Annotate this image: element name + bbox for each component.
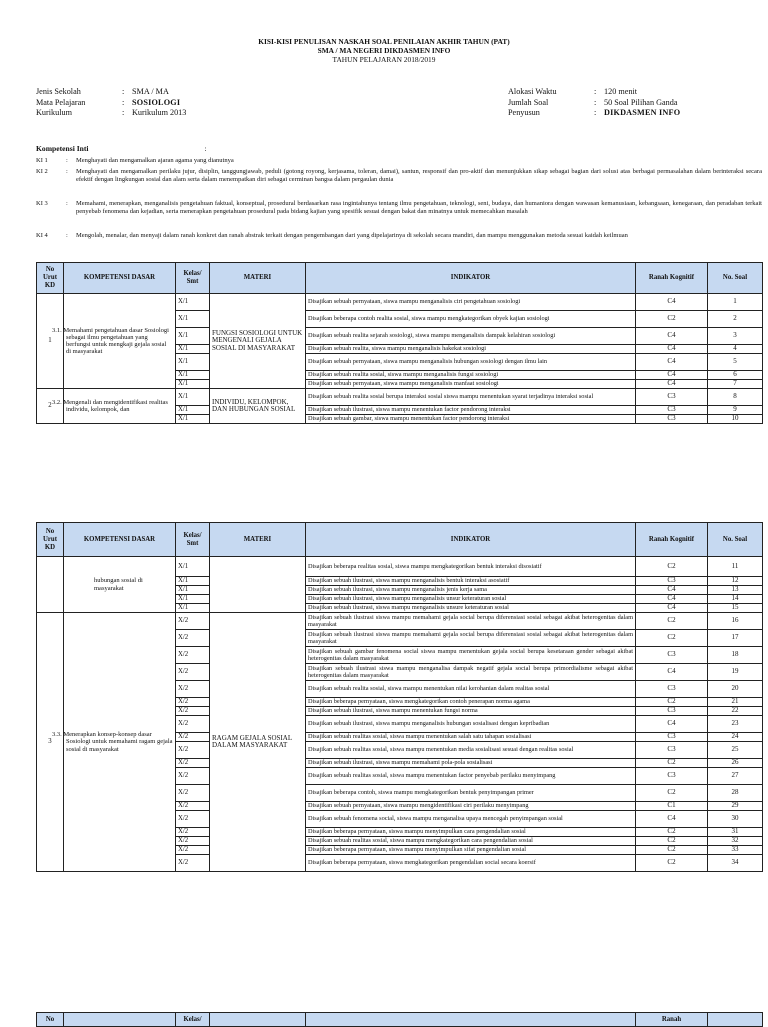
- soal-number-cell: 17: [708, 630, 763, 647]
- kelas-cell: X/2: [176, 855, 210, 872]
- soal-number-cell: 3: [708, 328, 763, 345]
- ki-text: Menghayati dan mengamalkan perilaku jujur, disiplin, tanggungjawab, peduli (gotong royong, kerjasama, toleran, damai), santun, responsif dan pro-aktif dan menunjukkan sikap sebagai bagian dari solusi atas berbagai permasalahan dalam berinteraksi secara efektif dengan lingkungan sosial dan alam serta dalam menempatkan diri sebagai cerminan bangsa dalam pergaulan dunia: [76, 168, 762, 184]
- kompetensi-inti-title: [36, 144, 207, 153]
- ranah-cell: C4: [636, 595, 708, 604]
- indikator-cell: Disajikan sebuah realita sejarah sosiologi, siswa mampu menganalisis dampak kelahiran sosiologi: [306, 328, 636, 345]
- table-row: [37, 613, 763, 630]
- ranah-cell: C3: [636, 389, 708, 406]
- info-right: [508, 87, 680, 119]
- indikator-cell: Disajikan sebuah pernyataan, siswa mampu mengidentifikasi ciri perilaku menyimpang: [306, 802, 636, 811]
- col-kelas-header: Kelas/: [176, 1013, 210, 1027]
- indikator-cell: Disajikan sebuah pernyataan, siswa mampu menganalisis ciri pengetahuan sosiologi: [306, 294, 636, 311]
- kelas-cell: X/2: [176, 664, 210, 681]
- ranah-cell: C1: [636, 802, 708, 811]
- kelas-cell: X/1: [176, 415, 210, 424]
- ranah-cell: C2: [636, 630, 708, 647]
- info-label: Jenis Sekolah: [36, 87, 81, 96]
- table-row: [37, 557, 763, 577]
- kelas-cell: X/1: [176, 557, 210, 577]
- document-header: [0, 37, 768, 64]
- ranah-cell: C2: [636, 846, 708, 855]
- ranah-cell: C4: [636, 664, 708, 681]
- kd-number: [37, 557, 64, 613]
- indikator-cell: Disajikan sebuah realita sosial berupa interaksi sosial siswa mampu menentukan syarat terjadinya interaksi sosial: [306, 389, 636, 406]
- info-label: Jumlah Soal: [508, 97, 549, 107]
- col-soal-header: No. Soal: [708, 263, 763, 294]
- ki-title-colon: :: [204, 144, 207, 153]
- indikator-cell: Disajikan beberapa contoh realita sosial, siswa mampu mengkategorikan obyek kajian sosiologi: [306, 311, 636, 328]
- indikator-cell: Disajikan sebuah ilustrasi, siswa mampu memahami pola-pola sosialisasi: [306, 759, 636, 768]
- soal-number-cell: 26: [708, 759, 763, 768]
- indikator-cell: Disajikan sebuah fenomena social, siswa mampu menganalisa upaya mencegah penyimpangan sosial: [306, 811, 636, 828]
- kisi-table-2: [36, 522, 763, 872]
- ki-label: KI 4: [36, 232, 48, 239]
- ranah-cell: C2: [636, 785, 708, 802]
- kelas-cell: X/1: [176, 586, 210, 595]
- ranah-cell: C2: [636, 837, 708, 846]
- col-no-header: No Urut KD: [37, 263, 64, 294]
- soal-number-cell: 32: [708, 837, 763, 846]
- info-label: Penyusun: [508, 108, 540, 117]
- soal-number-cell: 15: [708, 604, 763, 613]
- kelas-cell: X/2: [176, 828, 210, 837]
- ranah-cell: C4: [636, 328, 708, 345]
- soal-number-cell: 11: [708, 557, 763, 577]
- kelas-cell: X/1: [176, 354, 210, 371]
- soal-number-cell: 13: [708, 586, 763, 595]
- soal-number-cell: 31: [708, 828, 763, 837]
- ranah-cell: C2: [636, 759, 708, 768]
- school-line: SMA / MA NEGERI DIKDASMEN INFO: [317, 46, 451, 55]
- ranah-cell: C2: [636, 855, 708, 872]
- kelas-cell: X/2: [176, 681, 210, 698]
- info-row: Mata Pelajaran : SOSIOLOGI: [36, 97, 181, 107]
- table-row: [37, 389, 763, 406]
- col-kd-header: KOMPETENSI DASAR: [64, 523, 176, 557]
- indikator-cell: Disajikan sebuah realita, siswa mampu menganalisis hakekat sosiologi: [306, 345, 636, 354]
- kelas-cell: X/2: [176, 785, 210, 802]
- ranah-cell: C3: [636, 681, 708, 698]
- indikator-cell: Disajikan sebuah ilustrasi siswa mampu memahami gejala social berupa diferensiasi sosial sebagai akibat heterogenitas dalam masyarakat: [306, 630, 636, 647]
- kd-number: 3: [37, 613, 64, 872]
- table-header-row: [37, 523, 763, 557]
- soal-number-cell: 2: [708, 311, 763, 328]
- ranah-cell: C3: [636, 415, 708, 424]
- info-row: Kurikulum : Kurikulum 2013: [36, 108, 187, 117]
- kelas-cell: X/2: [176, 613, 210, 630]
- indikator-cell: Disajikan sebuah ilustrasi, siswa mampu menganalisis unsure keteraturan sosial: [306, 604, 636, 613]
- ranah-cell: C3: [636, 647, 708, 664]
- soal-number-cell: 5: [708, 354, 763, 371]
- ranah-cell: C4: [636, 811, 708, 828]
- col-ranah-header: Ranah: [636, 1013, 708, 1027]
- kelas-cell: X/1: [176, 345, 210, 354]
- kelas-cell: X/1: [176, 389, 210, 406]
- kompetensi-dasar: 3.2. Mengenali dan mengidentifikasi realitas individu, kelompok, dan: [64, 389, 176, 424]
- soal-number-cell: 18: [708, 647, 763, 664]
- kelas-cell: X/1: [176, 604, 210, 613]
- ranah-cell: C3: [636, 768, 708, 785]
- kelas-cell: X/1: [176, 311, 210, 328]
- ranah-cell: C4: [636, 354, 708, 371]
- kisi-table-3: [36, 1012, 763, 1027]
- kelas-cell: X/2: [176, 733, 210, 742]
- indikator-cell: Disajikan sebuah realitas sosial, siswa mampu mengkategorikan cara pengendalian sosial: [306, 837, 636, 846]
- ki-text: Memahami, menerapkan, menganalisis pengetahuan faktual, konseptual, prosedural berdasarkan rasa ingintahunya tentang ilmu pengetahuan, teknologi, seni, budaya, dan humaniora dengan wawasan kemanusiaan, kebangsaan, kenegaraan, dan peradaban terkait penyebab fenomena dan kejadian, serta menerapkan pengetahuan prosedural pada bidang kajian yang spesifik sesuai dengan bakat dan minatnya untuk memecahkan masalah: [76, 200, 762, 216]
- col-materi-header: MATERI: [210, 523, 306, 557]
- col-ranah-header: Ranah Kognitif: [636, 523, 708, 557]
- col-ranah-header: Ranah Kognitif: [636, 263, 708, 294]
- indikator-cell: Disajikan sebuah realita sosial, siswa mampu menganalisis fungsi sosiologi: [306, 371, 636, 380]
- soal-number-cell: 28: [708, 785, 763, 802]
- ki-item: KI 4 : Mengolah, menalar, dan menyaji dalam ranah konkret dan ranah abstrak terkait dengan pengembangan dari yang dipelajarinya di sekolah secara mandiri, dan mampu menggunakan metoda sesuai kaidah keilmuan: [36, 232, 762, 240]
- indikator-cell: Disajikan beberapa pernyataan, siswa mengkategorikan contoh penerapan norma agama: [306, 698, 636, 707]
- ki-item: KI 3 : Memahami, menerapkan, menganalisis pengetahuan faktual, konseptual, prosedural berdasarkan rasa ingintahunya tentang ilmu pengetahuan, teknologi, seni, budaya, dan humaniora dengan wawasan kemanusiaan, kebangsaan, kenegaraan, dan peradaban terkait penyebab fenomena dan kejadian, serta menerapkan pengetahuan prosedural pada bidang kajian yang spesifik sesuai dengan bakat dan minatnya untuk memecahkan masalah: [36, 200, 762, 216]
- soal-number-cell: 9: [708, 406, 763, 415]
- indikator-cell: Disajikan sebuah realitas sosial, siswa mampu menentukan factor penyebab perilaku menyimpang: [306, 768, 636, 785]
- ranah-cell: C3: [636, 742, 708, 759]
- indikator-cell: Disajikan sebuah realitas sosial, siswa mampu menentukan media sosialisasi sesuai dengan realitas sosial: [306, 742, 636, 759]
- soal-number-cell: 8: [708, 389, 763, 406]
- indikator-cell: Disajikan beberapa pernyataan, siswa mengkategorikan pengendalian social secara koersif: [306, 855, 636, 872]
- kelas-cell: X/2: [176, 716, 210, 733]
- kelas-cell: X/2: [176, 759, 210, 768]
- col-no-header: No: [37, 1013, 64, 1027]
- info-row: Penyusun : DIKDASMEN INFO: [508, 108, 681, 117]
- ranah-cell: C4: [636, 586, 708, 595]
- soal-number-cell: 4: [708, 345, 763, 354]
- soal-number-cell: 30: [708, 811, 763, 828]
- document-title: KISI-KISI PENULISAN NASKAH SOAL PENILAIAN AKHIR TAHUN (PAT): [258, 37, 510, 46]
- soal-number-cell: 23: [708, 716, 763, 733]
- kelas-cell: X/1: [176, 577, 210, 586]
- kelas-cell: X/1: [176, 595, 210, 604]
- info-label: Kurikulum: [36, 108, 72, 117]
- indikator-cell: Disajikan sebuah ilustrasi, siswa mampu menentukan fungsi norma: [306, 707, 636, 716]
- info-value: SMA / MA: [132, 87, 169, 96]
- ranah-cell: C4: [636, 716, 708, 733]
- kelas-cell: X/2: [176, 742, 210, 759]
- indikator-cell: Disajikan sebuah realita sosial, siswa mampu menentukan nilai kerohanian dalam realitas sosial: [306, 681, 636, 698]
- col-materi-header: MATERI: [210, 263, 306, 294]
- indikator-cell: Disajikan sebuah pernyataan, siswa mampu menganalisis manfaat sosiologi: [306, 380, 636, 389]
- table-header-row: [37, 1013, 763, 1027]
- indikator-cell: Disajikan sebuah ilustrasi, siswa mampu menganalisis jenis kerja sama: [306, 586, 636, 595]
- col-kelas-header: Kelas/ Smt: [176, 523, 210, 557]
- kelas-cell: X/2: [176, 698, 210, 707]
- ranah-cell: C3: [636, 707, 708, 716]
- indikator-cell: Disajikan sebuah ilustrasi siswa mampu menganalisa dampak negatif gejala social berupa primordialisme sebagai akibat heterogenitas dalam masyarakat: [306, 664, 636, 681]
- kelas-cell: X/2: [176, 630, 210, 647]
- kisi-table-1: [36, 262, 763, 424]
- soal-number-cell: 33: [708, 846, 763, 855]
- col-indikator-header: INDIKATOR: [306, 263, 636, 294]
- soal-number-cell: 6: [708, 371, 763, 380]
- kelas-cell: X/2: [176, 647, 210, 664]
- indikator-cell: Disajikan sebuah gambar fenomena social siswa mampu menentukan gejala social berupa kesetaraan gender sebagai akibat heterogenitas dalam masyarakat: [306, 647, 636, 664]
- kd-number: 2: [37, 389, 64, 424]
- ranah-cell: C4: [636, 345, 708, 354]
- info-row: Jenis Sekolah : SMA / MA: [36, 87, 169, 96]
- info-left: [36, 87, 186, 119]
- kelas-cell: X/1: [176, 294, 210, 311]
- ki-label: KI 1: [36, 157, 48, 164]
- indikator-cell: Disajikan sebuah ilustrasi siswa mampu memahami gejala social berupa diferensiasi sosial sebagai akibat heterogenitas dalam masyarakat: [306, 613, 636, 630]
- col-kd-header: [64, 1013, 176, 1027]
- info-label: Alokasi Waktu: [508, 87, 557, 96]
- col-indikator-header: INDIKATOR: [306, 523, 636, 557]
- ranah-cell: C2: [636, 557, 708, 577]
- materi-cell: [210, 557, 306, 613]
- table-header-row: [37, 263, 763, 294]
- ranah-cell: C4: [636, 294, 708, 311]
- soal-number-cell: 10: [708, 415, 763, 424]
- ranah-cell: C4: [636, 371, 708, 380]
- info-value: Kurikulum 2013: [132, 108, 187, 117]
- indikator-cell: Disajikan beberapa realitas sosial, siswa mampu mengkategorikan bentuk interaksi disosiatif: [306, 557, 636, 577]
- col-kelas-header: Kelas/ Smt: [176, 263, 210, 294]
- ki-label: KI 2: [36, 168, 48, 175]
- kompetensi-dasar: 3.1. Memahami pengetahuan dasar Sosiologi sebagai ilmu pengetahuan yang berfungsi untuk mengkaji gejala sosial di masyarakat: [64, 294, 176, 389]
- kelas-cell: X/2: [176, 768, 210, 785]
- info-label: Mata Pelajaran: [36, 97, 86, 107]
- indikator-cell: Disajikan sebuah ilustrasi, siswa mampu menganalisis unsur keteraturan sosial: [306, 595, 636, 604]
- ranah-cell: C2: [636, 613, 708, 630]
- soal-number-cell: 12: [708, 577, 763, 586]
- materi-cell: RAGAM GEJALA SOSIAL DALAM MASYARAKAT: [210, 613, 306, 872]
- kelas-cell: X/1: [176, 371, 210, 380]
- indikator-cell: Disajikan beberapa pernyataan, siswa mampu menyimpulkan cara pengendalian sosial: [306, 828, 636, 837]
- indikator-cell: Disajikan sebuah pernyataan, siswa mampu menganalisis hubungan sosiologi dengan ilmu lain: [306, 354, 636, 371]
- soal-number-cell: 22: [708, 707, 763, 716]
- kelas-cell: X/1: [176, 380, 210, 389]
- ranah-cell: C2: [636, 698, 708, 707]
- table-row: [37, 294, 763, 311]
- soal-number-cell: 29: [708, 802, 763, 811]
- ranah-cell: C3: [636, 406, 708, 415]
- col-soal-header: [708, 1013, 763, 1027]
- info-value: DIKDASMEN INFO: [604, 108, 681, 117]
- info-value: 50 Soal Pilihan Ganda: [604, 97, 678, 107]
- soal-number-cell: 1: [708, 294, 763, 311]
- kelas-cell: X/2: [176, 707, 210, 716]
- kelas-cell: X/2: [176, 837, 210, 846]
- soal-number-cell: 24: [708, 733, 763, 742]
- ranah-cell: C3: [636, 577, 708, 586]
- soal-number-cell: 19: [708, 664, 763, 681]
- info-value: 120 menit: [604, 87, 637, 96]
- indikator-cell: Disajikan sebuah ilustrasi, siswa mampu menganalisis bentuk interaksi asosiatif: [306, 577, 636, 586]
- ki-label: KI 3: [36, 200, 48, 207]
- indikator-cell: Disajikan beberapa contoh, siswa mampu mengkategorikan bentuk penyimpangan primer: [306, 785, 636, 802]
- soal-number-cell: 21: [708, 698, 763, 707]
- kelas-cell: X/1: [176, 406, 210, 415]
- materi-cell: FUNGSI SOSIOLOGI UNTUK MENGENALI GEJALA SOSIAL DI MASYARAKAT: [210, 294, 306, 389]
- indikator-cell: Disajikan sebuah ilustrasi, siswa mampu menentukan factor pendorong interaksi: [306, 406, 636, 415]
- kompetensi-dasar: hubungan sosial di masyarakat: [64, 557, 176, 613]
- col-kd-header: KOMPETENSI DASAR: [64, 263, 176, 294]
- ki-text: Menghayati dan mengamalkan ajaran agama yang dianutnya: [76, 157, 234, 164]
- col-materi-header: [210, 1013, 306, 1027]
- info-row: Jumlah Soal : 50 Soal Pilihan Ganda: [508, 97, 678, 107]
- indikator-cell: Disajikan sebuah gambar, siswa mampu menentukan factor pendorong interaksi: [306, 415, 636, 424]
- ranah-cell: C2: [636, 828, 708, 837]
- ranah-cell: C4: [636, 380, 708, 389]
- kd-number: 1: [37, 294, 64, 389]
- indikator-cell: Disajikan sebuah ilustrasi, siswa mampu menganalisis hubungan sosialisasi dengan kepribadian: [306, 716, 636, 733]
- indikator-cell: Disajikan beberapa pernyataan, siswa mampu menyimpulkan sifat pengendalian sosial: [306, 846, 636, 855]
- info-value: SOSIOLOGI: [132, 97, 181, 107]
- indikator-cell: Disajikan sebuah realitas sosial, siswa mampu menentukan salah satu tahapan sosialisasi: [306, 733, 636, 742]
- soal-number-cell: 20: [708, 681, 763, 698]
- kelas-cell: X/2: [176, 811, 210, 828]
- kompetensi-dasar: 3.3. Menerapkan konsep-konsep dasar Sosiologi untuk memahami ragam gejala sosial di masyarakat: [64, 613, 176, 872]
- ki-text: Mengolah, menalar, dan menyaji dalam ranah konkret dan ranah abstrak terkait dengan pengembangan dari yang dipelajarinya di sekolah secara mandiri, dan mampu menggunakan metoda sesuai kaidah keilmuan: [76, 232, 628, 239]
- col-soal-header: No. Soal: [708, 523, 763, 557]
- ranah-cell: C3: [636, 733, 708, 742]
- ki-item: KI 1 : Menghayati dan mengamalkan ajaran agama yang dianutnya: [36, 157, 762, 165]
- kelas-cell: X/2: [176, 846, 210, 855]
- soal-number-cell: 7: [708, 380, 763, 389]
- soal-number-cell: 27: [708, 768, 763, 785]
- soal-number-cell: 14: [708, 595, 763, 604]
- soal-number-cell: 34: [708, 855, 763, 872]
- ranah-cell: C4: [636, 604, 708, 613]
- ki-item: KI 2 : Menghayati dan mengamalkan perilaku jujur, disiplin, tanggungjawab, peduli (gotong royong, kerjasama, toleran, damai), santun, responsif dan pro-aktif dan menunjukkan sikap sebagai bagian dari solusi atas berbagai permasalahan dalam berinteraksi secara efektif dengan lingkungan sosial dan alam serta dalam menempatkan diri sebagai cerminan bangsa dalam pergaulan dunia: [36, 168, 762, 184]
- year-line: TAHUN PELAJARAN 2018/2019: [332, 55, 436, 64]
- ki-title-text: Kompetensi Inti: [36, 144, 89, 153]
- materi-cell: INDIVIDU, KELOMPOK, DAN HUBUNGAN SOSIAL: [210, 389, 306, 424]
- col-no-header: No Urut KD: [37, 523, 64, 557]
- soal-number-cell: 25: [708, 742, 763, 759]
- ranah-cell: C2: [636, 311, 708, 328]
- kelas-cell: X/1: [176, 328, 210, 345]
- col-indikator-header: [306, 1013, 636, 1027]
- soal-number-cell: 16: [708, 613, 763, 630]
- kelas-cell: X/2: [176, 802, 210, 811]
- info-row: Alokasi Waktu : 120 menit: [508, 87, 637, 96]
